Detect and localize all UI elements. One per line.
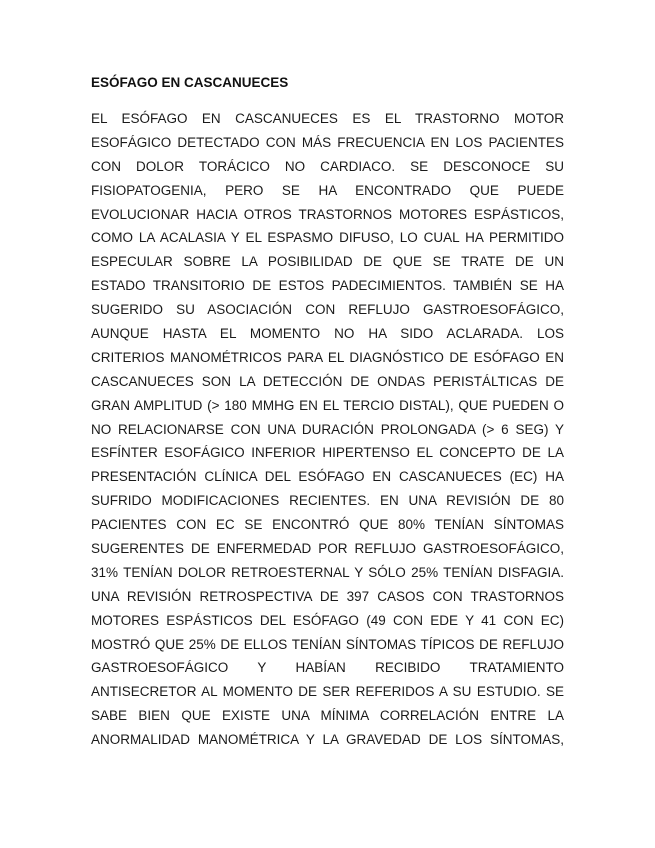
text-line: GRAN AMPLITUD (> 180 MMHG EN EL TERCIO DISTAL), QUE PUEDEN O (91, 397, 564, 413)
text-line: CASCANUECES SON LA DETECCIÓN DE ONDAS PERISTÁLTICAS DE (91, 373, 564, 389)
text-line: ANORMALIDAD MANOMÉTRICA Y LA GRAVEDAD DE LOS SÍNTOMAS, (91, 732, 564, 748)
text-line: ESOFÁGICO DETECTADO CON MÁS FRECUENCIA EN LOS PACIENTES (91, 134, 564, 150)
text-line: ANTISECRETOR AL MOMENTO DE SER REFERIDOS A SU ESTUDIO. SE (91, 684, 564, 700)
text-line: FISIOPATOGENIA, PERO SE HA ENCONTRADO QUE PUEDE (91, 182, 564, 198)
text-line: MOTORES ESPÁSTICOS DEL ESÓFAGO (49 CON EDE Y 41 CON EC) (91, 612, 564, 628)
text-line: SUGERIDO SU ASOCIACIÓN CON REFLUJO GASTROESOFÁGICO, (91, 302, 564, 318)
text-line: EL ESÓFAGO EN CASCANUECES ES EL TRASTORNO MOTOR (91, 111, 564, 126)
text-line: CON DOLOR TORÁCICO NO CARDIACO. SE DESCONOCE SU (91, 158, 564, 174)
text-line: ESPECULAR SOBRE LA POSIBILIDAD DE QUE SE TRATE DE UN (91, 254, 564, 270)
text-line: PACIENTES CON EC SE ENCONTRÓ QUE 80% TENÍAN SÍNTOMAS (91, 517, 564, 533)
text-line: SUGERENTES DE ENFERMEDAD POR REFLUJO GASTROESOFÁGICO, (91, 541, 564, 557)
text-line: COMO LA ACALASIA Y EL ESPASMO DIFUSO, LO CUAL HA PERMITIDO (91, 230, 564, 246)
text-line: ESTADO TRANSITORIO DE ESTOS PADECIMIENTOS. TAMBIÉN SE HA (91, 278, 564, 294)
text-line: PRESENTACIÓN CLÍNICA DEL ESÓFAGO EN CASCANUECES (EC) HA (91, 469, 564, 485)
text-line: SUFRIDO MODIFICACIONES RECIENTES. EN UNA REVISIÓN DE 80 (91, 493, 564, 509)
text-line: ESFÍNTER ESOFÁGICO INFERIOR HIPERTENSO EL CONCEPTO DE LA (91, 445, 564, 461)
text-line: UNA REVISIÓN RETROSPECTIVA DE 397 CASOS CON TRASTORNOS (91, 588, 564, 604)
text-line: EVOLUCIONAR HACIA OTROS TRASTORNOS MOTORES ESPÁSTICOS, (91, 206, 564, 222)
text-line: GASTROESOFÁGICO Y HABÍAN RECIBIDO TRATAMIENTO (91, 660, 564, 676)
document-heading: ESÓFAGO EN CASCANUECES (91, 75, 289, 90)
text-line: NO RELACIONARSE CON UNA DURACIÓN PROLONGADA (> 6 SEG) Y (91, 421, 564, 437)
body-paragraph (91, 107, 564, 752)
text-line: MOSTRÓ QUE 25% DE ELLOS TENÍAN SÍNTOMAS TÍPICOS DE REFLUJO (91, 636, 564, 652)
text-line: SABE BIEN QUE EXISTE UNA MÍNIMA CORRELACIÓN ENTRE LA (91, 708, 564, 724)
text-line: 31% TENÍAN DOLOR RETROESTERNAL Y SÓLO 25% TENÍAN DISFAGIA. (91, 564, 564, 580)
text-line: AUNQUE HASTA EL MOMENTO NO HA SIDO ACLARADA. LOS (91, 326, 564, 342)
text-line: CRITERIOS MANOMÉTRICOS PARA EL DIAGNÓSTICO DE ESÓFAGO EN (91, 349, 564, 365)
